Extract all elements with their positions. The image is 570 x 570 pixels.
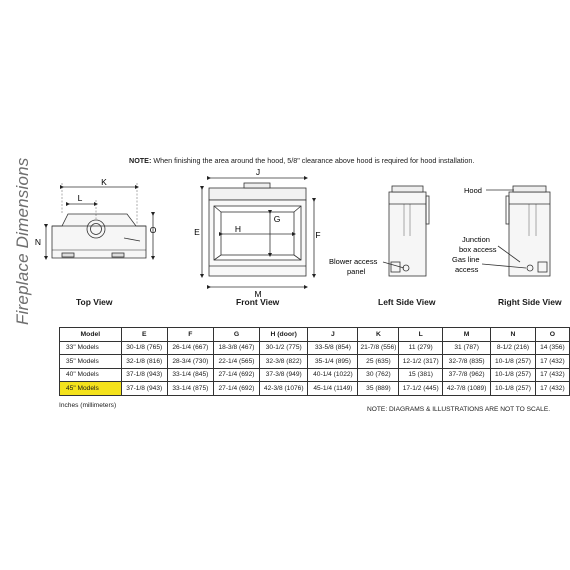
dim-label-m: M [254,289,262,299]
right-side-view-drawing [482,186,550,276]
col-header-j: J [308,328,358,342]
right-side-view-label: Right Side View [498,297,562,307]
cell-g: 18-3/8 (467) [213,341,259,355]
cell-h: 32-3/8 (822) [260,355,308,369]
cell-f: 33-1/4 (845) [167,368,213,382]
top-view-label: Top View [76,297,113,307]
cell-g: 22-1/4 (565) [213,355,259,369]
cell-f: 26-1/4 (667) [167,341,213,355]
dimensions-table [59,327,570,396]
callout-hood: Hood [464,186,482,195]
cell-o: 17 (432) [535,382,569,396]
cell-o: 17 (432) [535,368,569,382]
col-header-f: F [167,328,213,342]
col-header-e: E [121,328,167,342]
left-side-view-drawing [383,186,429,276]
dim-label-j: J [255,167,261,177]
cell-e: 30-1/8 (765) [121,341,167,355]
top-view-drawing [46,183,153,258]
callout-gas-line-line1: Gas line [452,255,480,264]
cell-m: 37-7/8 (962) [442,368,490,382]
cell-o: 17 (432) [535,355,569,369]
cell-n: 10-1/8 (257) [491,382,535,396]
cell-l: 17-1/2 (445) [399,382,443,396]
cell-k: 21-7/8 (556) [358,341,399,355]
cell-h: 30-1/2 (775) [260,341,308,355]
cell-l: 15 (381) [399,368,443,382]
note-text: When finishing the area around the hood, 5/8" clearance above hood is required for hood installation. [151,156,475,165]
cell-o: 14 (356) [535,341,569,355]
cell-m: 31 (787) [442,341,490,355]
front-view-drawing [202,178,314,287]
cell-model: 40" Models [60,368,122,382]
dim-label-n: N [34,237,42,247]
cell-model: 35" Models [60,355,122,369]
dim-label-f: F [315,230,321,240]
cell-j: 45-1/4 (1149) [308,382,358,396]
cell-k: 30 (762) [358,368,399,382]
cell-j: 40-1/4 (1022) [308,368,358,382]
col-header-k: K [358,328,399,342]
cell-e: 32-1/8 (816) [121,355,167,369]
cell-g: 27-1/4 (692) [213,382,259,396]
cell-k: 25 (635) [358,355,399,369]
cell-h: 42-3/8 (1076) [260,382,308,396]
callout-gas-line-line2: access [455,265,479,274]
table-row [60,341,570,355]
cell-j: 33-5/8 (854) [308,341,358,355]
dim-label-l: L [77,193,83,203]
dim-label-k: K [101,177,107,187]
cell-k: 35 (889) [358,382,399,396]
col-header-g: G [213,328,259,342]
cell-f: 33-1/4 (875) [167,382,213,396]
table-body [60,341,570,395]
cell-n: 10-1/8 (257) [491,368,535,382]
cell-n: 10-1/8 (257) [491,355,535,369]
col-header-o: O [535,328,569,342]
col-header-n: N [491,328,535,342]
side-title: Fireplace Dimensions [13,157,32,325]
scale-note: NOTE: DIAGRAMS & ILLUSTRATIONS ARE NOT TO SCALE. [367,406,551,413]
cell-l: 12-1/2 (317) [399,355,443,369]
col-header-model: Model [60,328,122,342]
cell-m: 32-7/8 (835) [442,355,490,369]
cell-g: 27-1/4 (692) [213,368,259,382]
cell-n: 8-1/2 (216) [491,341,535,355]
col-header-m: M [442,328,490,342]
dim-label-e: E [194,227,200,237]
cell-j: 35-1/4 (895) [308,355,358,369]
callout-blower-access-line1: Blower access [329,257,378,266]
col-header-l: L [399,328,443,342]
cell-f: 28-3/4 (730) [167,355,213,369]
callout-blower-access-line2: panel [347,267,366,276]
cell-model: 33" Models [60,341,122,355]
cell-l: 11 (279) [399,341,443,355]
cell-model: 45" Models [60,382,122,396]
dim-label-g: G [273,214,281,224]
front-view-label: Front View [236,297,280,307]
table-header-row [60,328,570,342]
cell-e: 37-1/8 (943) [121,382,167,396]
cell-h: 37-3/8 (949) [260,368,308,382]
table-row [60,368,570,382]
cell-m: 42-7/8 (1089) [442,382,490,396]
callout-junction-line1: Junction [462,235,490,244]
dim-label-o: O [149,225,157,235]
col-header-h: H (door) [260,328,308,342]
cell-e: 37-1/8 (943) [121,368,167,382]
note-prefix: NOTE: [129,156,152,165]
table-row [60,382,570,396]
callout-junction-line2: box access [459,245,497,254]
dim-label-h: H [234,224,242,234]
units-note: Inches (millimeters) [59,402,117,409]
table-row [60,355,570,369]
left-side-view-label: Left Side View [378,297,436,307]
